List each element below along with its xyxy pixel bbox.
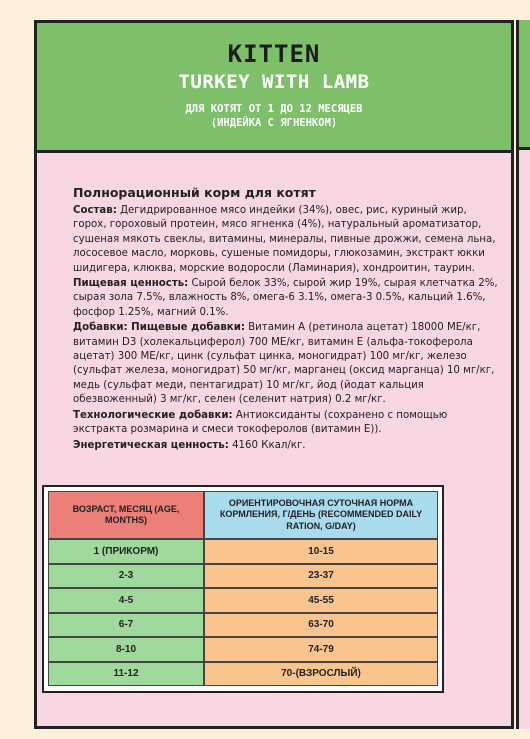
- age-cell: 8-10: [48, 637, 204, 662]
- table-row: [48, 662, 438, 687]
- description-block: [37, 153, 511, 453]
- product-title: KITTEN: [227, 40, 321, 68]
- content-heading: Полнорационный корм для котят: [73, 185, 316, 200]
- nutrition-paragraph: [73, 277, 501, 320]
- energy-paragraph: [73, 439, 501, 453]
- tech-paragraph: [73, 409, 501, 438]
- composition-text: Дегидрированное мясо индейки (34%), овес, рис, куриный жир, горох, гороховый протеин, мясо ягненка (4%), натуральный ароматизатор, сушеная мякоть свеклы, витамины, минералы, пивные дрожжи, семена льна, лососевое масло, морковь, сушеные помидоры, глюкозамин, экстракт юкки шидигера, клюква, морские водоросли (Ламинария), хондроитин, таурин.: [73, 205, 496, 274]
- additives-paragraph: [73, 321, 501, 407]
- ration-cell: 45-55: [204, 588, 438, 613]
- age-cell: 6-7: [48, 613, 204, 638]
- header-band: [37, 23, 511, 153]
- ration-cell: 70-(ВЗРОСЛЫЙ): [204, 662, 438, 687]
- table-row: [48, 637, 438, 662]
- energy-label: Энергетическая ценность:: [73, 439, 229, 451]
- age-cell: 1 (ПРИКОРМ): [48, 539, 204, 564]
- tech-label: Технологические добавки:: [73, 409, 233, 421]
- table-row: [48, 613, 438, 638]
- product-description-ru: ДЛЯ КОТЯТ ОТ 1 ДО 12 МЕСЯЦЕВ: [185, 103, 363, 115]
- composition-label: Состав:: [73, 205, 117, 216]
- feeding-table: [42, 485, 444, 693]
- table-row: [48, 539, 438, 564]
- ration-cell: 74-79: [204, 637, 438, 662]
- age-cell: 11-12: [48, 662, 204, 687]
- product-flavor-ru: (ИНДЕЙКА С ЯГНЕНКОМ): [210, 117, 338, 129]
- ration-cell: 23-37: [204, 564, 438, 589]
- ration-column-header: ОРИЕНТИРОВОЧНАЯ СУТОЧНАЯ НОРМА КОРМЛЕНИЯ, Г/ДЕНЬ (RECOMMENDED DAILY RATION, G/DAY): [204, 491, 438, 539]
- composition-paragraph: [73, 204, 501, 276]
- ration-cell: 10-15: [204, 539, 438, 564]
- nutrition-text: Сырой белок 33%, сырой жир 19%, сырая клетчатка 2%, сырая зола 7.5%, влажность 8%, омега-6 3.1%, омега-3 0.5%, кальций 1.6%, фосфор 1.25%, магний 0.1%.: [73, 278, 498, 318]
- additives-label: Добавки: Пищевые добавки:: [73, 322, 245, 334]
- table-row: [48, 588, 438, 613]
- energy-text: 4160 Ккал/кг.: [232, 439, 306, 451]
- age-cell: 4-5: [48, 588, 204, 613]
- ration-cell: 63-70: [204, 613, 438, 638]
- age-cell: 2-3: [48, 564, 204, 589]
- nutrition-label: Пищевая ценность:: [73, 278, 189, 290]
- tech-text: Антиоксиданты (сохранено с помощью экстракта розмарина и смеси токоферолов (витамин Е)).: [73, 409, 448, 436]
- table-row: [48, 564, 438, 589]
- adjacent-panel: [516, 20, 530, 729]
- age-column-header: ВОЗРАСТ, МЕСЯЦ (AGE, MONTHS): [48, 491, 204, 539]
- product-subtitle: TURKEY WITH LAMB: [178, 71, 370, 93]
- additives-text: Витамин А (ретинола ацетат) 18000 МЕ/кг, витамин D3 (холекальциферол) 700 МЕ/кг, витамин Е (альфа-токоферола ацетат) 300 МЕ/кг, цинк (сульфат цинка, моногидрат) 100 мг/кг, железо (сульфат железа, моногидрат) 50 мг/кг, марганец (оксид марганца) 10 мг/кг, медь (сульфат меди, пентагидрат) 10 мг/кг, йод (йодат кальция обезвоженный) 3 мг/кг, селен (селенит натрия) 0.2 мг/кг.: [73, 322, 495, 406]
